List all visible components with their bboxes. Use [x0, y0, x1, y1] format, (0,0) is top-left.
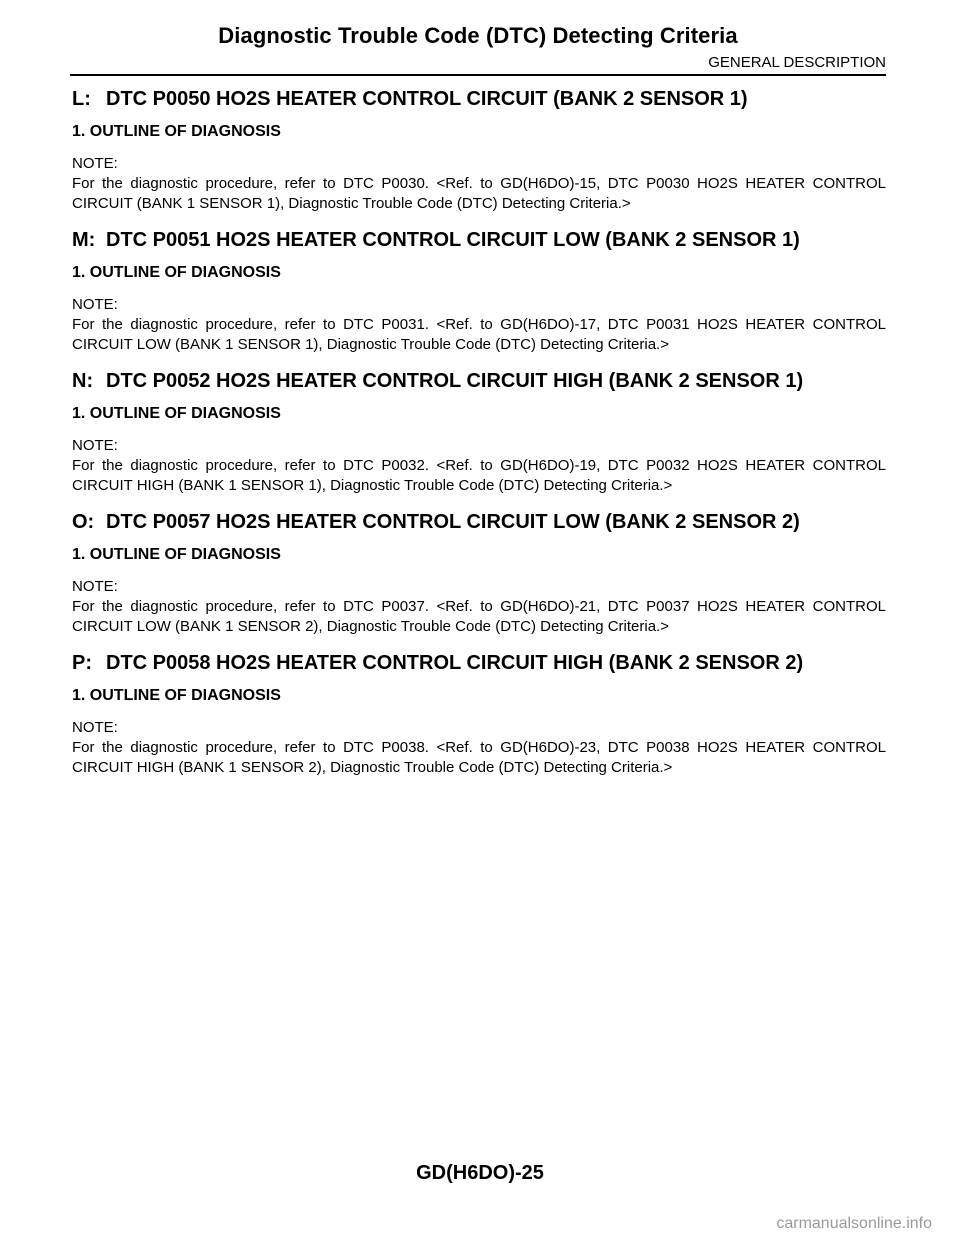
header-divider [70, 74, 886, 76]
section-letter: N: [72, 370, 94, 392]
section-heading [72, 368, 886, 394]
section-m [72, 227, 886, 355]
note-label: NOTE: [72, 578, 118, 595]
section-heading [72, 509, 886, 535]
section-heading [72, 227, 886, 253]
subsection-heading: 1. OUTLINE OF DIAGNOSIS [72, 123, 281, 140]
subsection-heading: 1. OUTLINE OF DIAGNOSIS [72, 264, 281, 281]
note-label: NOTE: [72, 719, 118, 736]
document-body [72, 86, 886, 778]
page-subtitle: GENERAL DESCRIPTION [708, 54, 886, 71]
note-text: For the diagnostic procedure, refer to DTC P0038. <Ref. to GD(H6DO)-23, DTC P0038 HO2S HEATER CONTROL CIRCUIT HIGH (BANK 1 SENSOR 2), Diagnostic Trouble Code (DTC) Detecting Criteria.> [72, 739, 886, 776]
section-heading-text: DTC P0058 HO2S HEATER CONTROL CIRCUIT HIGH (BANK 2 SENSOR 2) [106, 652, 804, 674]
subsection-heading: 1. OUTLINE OF DIAGNOSIS [72, 405, 281, 422]
note-label: NOTE: [72, 155, 118, 172]
section-heading-text: DTC P0057 HO2S HEATER CONTROL CIRCUIT LOW (BANK 2 SENSOR 2) [106, 511, 800, 533]
section-letter: M: [72, 229, 96, 251]
section-heading-text: DTC P0052 HO2S HEATER CONTROL CIRCUIT HIGH (BANK 2 SENSOR 1) [106, 370, 804, 392]
page-title: Diagnostic Trouble Code (DTC) Detecting Criteria [218, 23, 738, 48]
section-letter: O: [72, 511, 95, 533]
section-l [72, 86, 886, 214]
section-o [72, 509, 886, 637]
section-letter: L: [72, 88, 91, 110]
note-text: For the diagnostic procedure, refer to DTC P0032. <Ref. to GD(H6DO)-19, DTC P0032 HO2S HEATER CONTROL CIRCUIT HIGH (BANK 1 SENSOR 1), Diagnostic Trouble Code (DTC) Detecting Criteria.> [72, 457, 886, 494]
note-label: NOTE: [72, 296, 118, 313]
page-number: GD(H6DO)-25 [416, 1162, 544, 1184]
note-text: For the diagnostic procedure, refer to DTC P0037. <Ref. to GD(H6DO)-21, DTC P0037 HO2S HEATER CONTROL CIRCUIT LOW (BANK 1 SENSOR 2), Diagnostic Trouble Code (DTC) Detecting Criteria.> [72, 598, 886, 635]
section-heading-text: DTC P0050 HO2S HEATER CONTROL CIRCUIT (BANK 2 SENSOR 1) [106, 88, 748, 110]
subsection-heading: 1. OUTLINE OF DIAGNOSIS [72, 687, 281, 704]
note-text: For the diagnostic procedure, refer to DTC P0031. <Ref. to GD(H6DO)-17, DTC P0031 HO2S HEATER CONTROL CIRCUIT LOW (BANK 1 SENSOR 1), Diagnostic Trouble Code (DTC) Detecting Criteria.> [72, 316, 886, 353]
watermark: carmanualsonline.info [776, 1215, 932, 1232]
note-label: NOTE: [72, 437, 118, 454]
section-heading [72, 86, 886, 112]
page-header [70, 22, 886, 76]
section-letter: P: [72, 652, 92, 674]
section-p [72, 650, 886, 778]
section-heading-text: DTC P0051 HO2S HEATER CONTROL CIRCUIT LOW (BANK 2 SENSOR 1) [106, 229, 800, 251]
section-heading [72, 650, 886, 676]
subsection-heading: 1. OUTLINE OF DIAGNOSIS [72, 546, 281, 563]
section-n [72, 368, 886, 496]
note-text: For the diagnostic procedure, refer to DTC P0030. <Ref. to GD(H6DO)-15, DTC P0030 HO2S HEATER CONTROL CIRCUIT (BANK 1 SENSOR 1), Diagnostic Trouble Code (DTC) Detecting Criteria.> [72, 175, 886, 212]
